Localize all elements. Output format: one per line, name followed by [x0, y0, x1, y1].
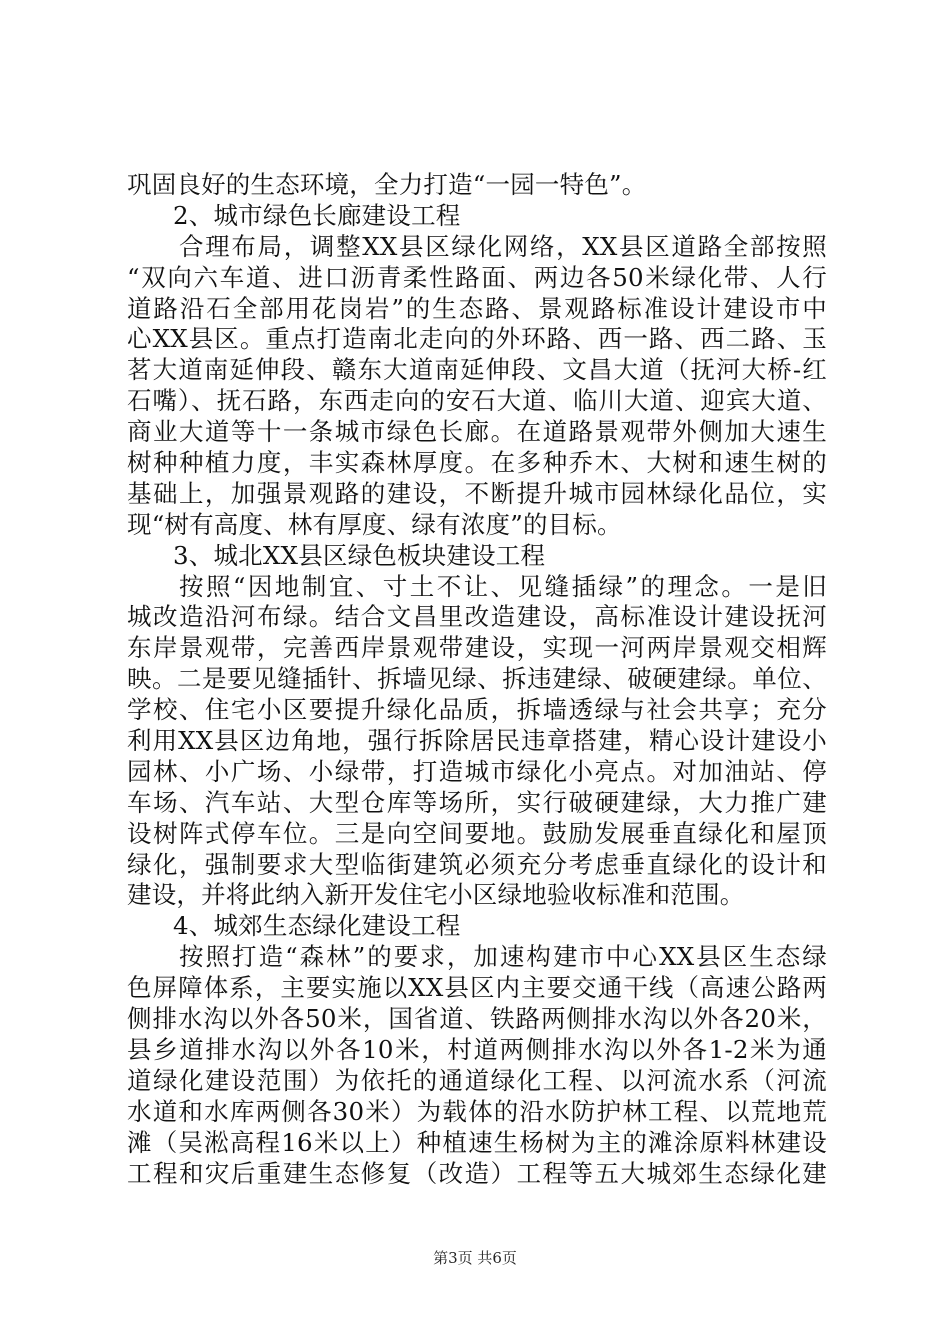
paragraph-line: 石嘴）、抚石路，东西走向的安石大道、临川大道、迎宾大道、	[127, 386, 827, 416]
paragraph-line: 县乡道排水沟以外各10米，村道两侧排水沟以外各1-2米为通	[127, 1034, 827, 1064]
paragraph-line: 按照打造“森林”的要求，加速构建市中心XX县区生态绿	[179, 942, 827, 972]
paragraph-line: 基础上，加强景观路的建设，不断提升城市园林绿化品位，实	[127, 478, 827, 508]
paragraph-line: 商业大道等十一条城市绿色长廊。在道路景观带外侧加大速生	[127, 417, 827, 447]
paragraph-line: 水道和水库两侧各30米）为载体的沿水防护林工程、以荒地荒	[127, 1096, 827, 1126]
section-heading: 3、城北XX县区绿色板块建设工程	[173, 540, 546, 570]
paragraph-line: 滩（吴淞高程16米以上）种植速生杨树为主的滩涂原料林建设	[127, 1127, 827, 1157]
paragraph-line: 按照“因地制宜、寸土不让、见缝插绿”的理念。一是旧	[179, 571, 827, 601]
paragraph-line: 树种种植力度，丰实森林厚度。在多种乔木、大树和速生树的	[127, 448, 827, 478]
paragraph-line: 园林、小广场、小绿带，打造城市绿化小亮点。对加油站、停	[127, 756, 827, 786]
paragraph-line: 利用XX县区边角地，强行拆除居民违章搭建，精心设计建设小	[127, 726, 827, 756]
paragraph-line: 城改造沿河布绿。结合文昌里改造建设，高标准设计建设抚河	[127, 602, 827, 632]
paragraph-line: 东岸景观带，完善西岸景观带建设，实现一河两岸景观交相辉	[127, 633, 827, 663]
paragraph-line: 道路沿石全部用花岗岩”的生态路、景观路标准设计建设市中	[127, 293, 827, 323]
section-heading: 4、城郊生态绿化建设工程	[173, 911, 461, 941]
paragraph-line: 心XX县区。重点打造南北走向的外环路、西一路、西二路、玉	[127, 324, 827, 354]
paragraph-line: “双向六车道、进口沥青柔性路面、两边各50米绿化带、人行	[127, 262, 827, 292]
paragraph-line: 学校、住宅小区要提升绿化品质，拆墙透绿与社会共享；充分	[127, 695, 827, 725]
paragraph-line: 工程和灾后重建生态修复（改造）工程等五大城郊生态绿化建	[127, 1158, 827, 1188]
paragraph-line: 设树阵式停车位。三是向空间要地。鼓励发展垂直绿化和屋顶	[127, 818, 827, 848]
section-heading: 2、城市绿色长廊建设工程	[173, 200, 461, 230]
paragraph-line: 映。二是要见缝插针、拆墙见绿、拆违建绿、破硬建绿。单位、	[127, 664, 827, 694]
paragraph-line: 道绿化建设范围）为依托的通道绿化工程、以河流水系（河流	[127, 1065, 827, 1095]
page-number: 第3页 共6页	[433, 1249, 517, 1267]
paragraph-line: 建设，并将此纳入新开发住宅小区绿地验收标准和范围。	[127, 880, 745, 910]
paragraph-line: 侧排水沟以外各50米，国省道、铁路两侧排水沟以外各20米，	[127, 1004, 827, 1034]
paragraph-line: 合理布局，调整XX县区绿化网络，XX县区道路全部按照	[179, 231, 827, 261]
paragraph-line: 茗大道南延伸段、赣东大道南延伸段、文昌大道（抚河大桥-红	[127, 355, 827, 385]
paragraph-line: 色屏障体系，主要实施以XX县区内主要交通干线（高速公路两	[127, 973, 827, 1003]
paragraph-line: 车场、汽车站、大型仓库等场所，实行破硬建绿，大力推广建	[127, 787, 827, 817]
document-body	[127, 170, 827, 1189]
paragraph-line: 巩固良好的生态环境，全力打造“一园一特色”。	[127, 170, 647, 199]
paragraph-line: 绿化，强制要求大型临街建筑必须充分考虑垂直绿化的设计和	[127, 849, 827, 879]
page-footer	[0, 1247, 950, 1268]
paragraph-line: 现“树有高度、林有厚度、绿有浓度”的目标。	[127, 509, 622, 539]
